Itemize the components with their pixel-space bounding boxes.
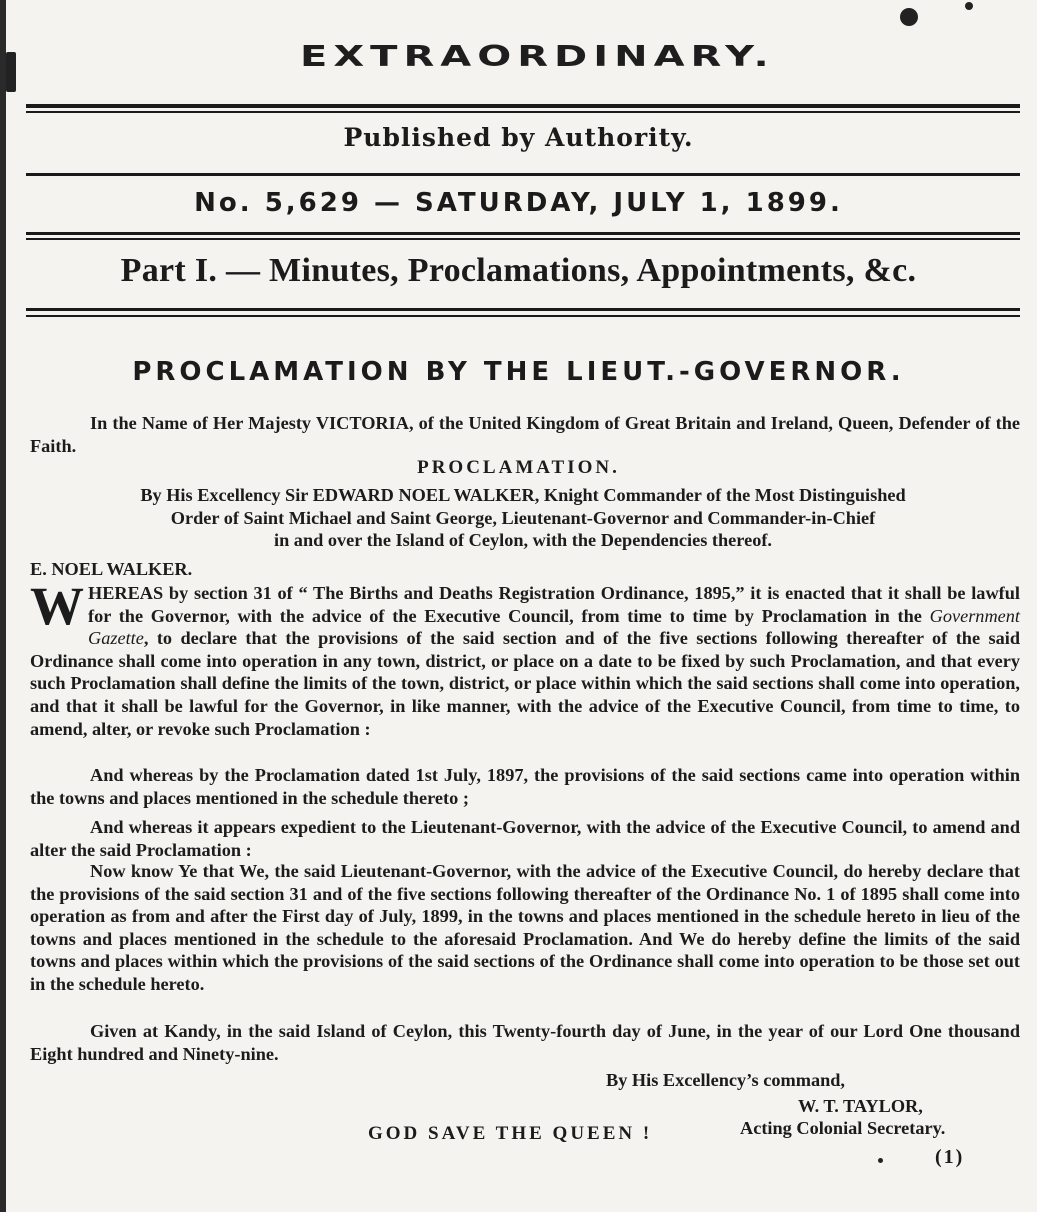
whereas-text-b: , to declare that the provisions of the said section and of the five sections following thereafter of the said Ordinance shall come into operation in any town, district, or place on a date to be fixed by such Proclamation, and that every such Proclamation shall define the limits of the town, district, or place within which the said sections shall come into operation, and that it shall be lawful for the Governor, in like manner, with the advice of the Executive Council, from time to time, to amend, alter, or revoke such Proclamation :: [30, 628, 1020, 739]
by-command-line: By His Excellency’s command,: [606, 1070, 845, 1090]
by-excellency-line3: in and over the Island of Ceylon, with the Dependencies thereof.: [273, 530, 772, 551]
para5-text: Given at Kandy, in the said Island of Ceylon, this Twenty-fourth day of June, in the year of our Lord One thousand Eight hundred and Ninety-nine.: [30, 1021, 1020, 1064]
ink-speck: [965, 2, 973, 10]
ink-speck: [900, 8, 918, 26]
by-excellency-line2: Order of Saint Michael and Saint George, Lieutenant-Governor and Commander-in-Chief: [170, 507, 876, 528]
preamble: [30, 412, 1020, 457]
page-number: (1): [935, 1146, 965, 1168]
issue-number-date: No. 5,629 — SATURDAY, JULY 1, 1899.: [194, 188, 843, 218]
secretary-title: Acting Colonial Secretary.: [740, 1118, 946, 1138]
paragraph-proclamation-1897: [30, 764, 1020, 809]
by-excellency-line1: By His Excellency Sir EDWARD NOEL WALKER, Knight Commander of the Most Distinguished: [140, 485, 906, 505]
part-title: Part I. — Minutes, Proclamations, Appointments, &c.: [120, 252, 917, 289]
double-rule-part: [26, 308, 1020, 311]
page-edge-shadow: [0, 0, 6, 1212]
rule-below-authority: [26, 173, 1020, 176]
subheading-proclamation: [0, 457, 1037, 480]
preamble-text: In the Name of Her Majesty VICTORIA, of the United Kingdom of Great Britain and Ireland, Queen, Defender of the Faith.: [30, 413, 1020, 456]
double-rule-issue: [26, 232, 1020, 235]
gazette-title: Government Gazette: [88, 605, 1020, 649]
double-rule-top-thin: [26, 111, 1020, 113]
paragraph-now-know-ye: [30, 860, 1020, 996]
by-excellency-block: [26, 484, 1020, 552]
dropcap-w: W: [30, 576, 84, 636]
double-rule-top: [26, 104, 1020, 108]
signatory-name: E. NOEL WALKER.: [30, 559, 193, 579]
double-rule-part-thin: [26, 315, 1020, 317]
para3-text: And whereas it appears expedient to the Lieutenant-Governor, with the advice of the Executive Council, to amend and alter the said Proclamation :: [30, 817, 1020, 860]
ink-smudge: [6, 52, 16, 92]
secretary-name: W. T. TAYLOR,: [798, 1096, 923, 1116]
extraordinary-heading: EXTRAORDINARY.: [300, 40, 775, 74]
double-rule-issue-thin: [26, 238, 1020, 240]
para2-text: And whereas by the Proclamation dated 1st July, 1897, the provisions of the said sections came into operation within the towns and places mentioned in the schedule thereto ;: [30, 765, 1020, 808]
god-save-the-queen: GOD SAVE THE QUEEN !: [368, 1123, 653, 1144]
signatory-line: [30, 558, 430, 581]
paragraph-expedient: [30, 816, 1020, 861]
whereas-paragraph: [30, 576, 1020, 740]
published-by-authority: Published by Authority.: [343, 123, 694, 152]
ink-speck: [878, 1158, 883, 1163]
subheading-text: PROCLAMATION.: [417, 457, 620, 478]
paragraph-given-at-kandy: [30, 1020, 1020, 1065]
whereas-text-a: HEREAS by section 31 of “ The Births and Deaths Registration Ordinance, 1895,” it is enacted that it shall be lawful for the Governor, with the advice of the Executive Council, from time to time by Proclamation in the: [88, 583, 1020, 626]
para4-text: Now know Ye that We, the said Lieutenant-Governor, with the advice of the Executive Council, do hereby declare that the provisions of the said section 31 and of the five sections following thereafter of the Ordinance No. 1 of 1895 shall come into operation as from and after the First day of July, 1899, in the towns and places mentioned in the schedule hereto in lieu of the towns and places mentioned in the schedule to the aforesaid Proclamation. And We do hereby define the limits of the said towns and places within which the provisions of the said sections of the Ordinance shall come into operation to be those set out in the schedule hereto.: [30, 861, 1020, 994]
proclamation-heading: PROCLAMATION BY THE LIEUT.-GOVERNOR.: [132, 357, 905, 387]
